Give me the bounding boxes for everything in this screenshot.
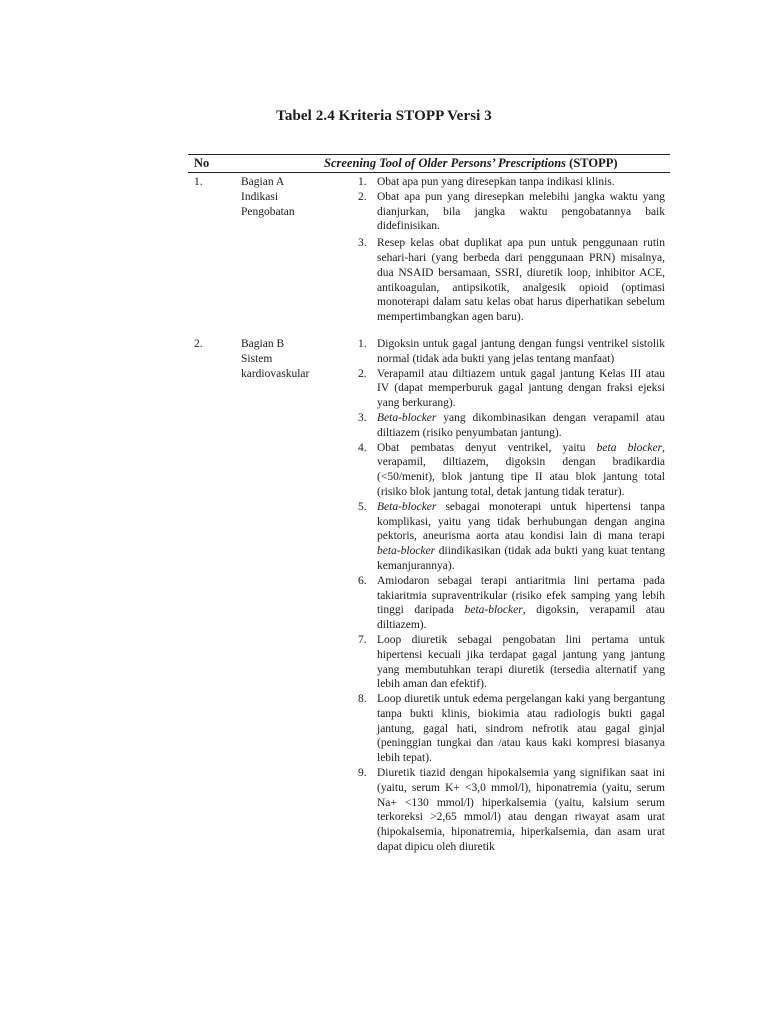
item-number: 3. <box>358 237 367 250</box>
item-text: Obat apa pun yang diresepkan melebihi jangka waktu yang dianjurkan, bila jangka waktu pengobatannya baik didefinisikan. <box>377 190 665 233</box>
item-text-italic: beta-blocker <box>464 604 523 617</box>
stopp-table <box>188 154 670 855</box>
item-text-part: yang dikombinasikan dengan verapamil atau diltiazem (risiko penyumbatan jantung). <box>377 411 665 439</box>
criteria-list <box>340 175 665 325</box>
item-text-italic: beta blocker <box>596 441 663 454</box>
item-text <box>377 575 665 631</box>
item-number: 3. <box>358 411 367 424</box>
table-row <box>188 337 670 855</box>
item-text: Verapamil atau diltiazem untuk gagal jantung Kelas III atau IV (dapat memperburuk gagal jantung dengan fraksi ejeksi yang berkurang). <box>377 367 665 410</box>
list-item <box>340 500 665 574</box>
header-description <box>324 156 618 171</box>
criteria-list <box>340 337 665 855</box>
item-text: Loop diuretik untuk edema pergelangan kaki yang bergantung tanpa bukti klinis, biokimia atau radiologis bukti gagal jantung, gagal hati, sindrom nefrotik atau gagal ginjal (peninggian tungkai dan /atau kaus kaki kompresi biasanya lebih tepat). <box>377 693 665 765</box>
item-text <box>377 442 665 498</box>
table-row <box>188 175 670 325</box>
item-number: 9. <box>358 767 367 780</box>
table-header <box>188 154 670 173</box>
list-item <box>340 190 665 234</box>
header-no: No <box>194 156 210 170</box>
list-item <box>340 367 665 411</box>
item-text: Obat apa pun yang diresepkan tanpa indikasi klinis. <box>377 176 615 188</box>
item-number: 5. <box>358 500 367 513</box>
item-text-italic: Beta-blocker <box>377 500 437 513</box>
row-number: 1. <box>194 176 203 188</box>
list-item <box>340 692 665 766</box>
item-text: Resep kelas obat duplikat apa pun untuk penggunaan rutin sehari-hari (yang berbeda dari penggunaan PRN) misalnya, dua NSAID bersamaan, SSRI, diuretik loop, inhibitor ACE, antikoagulan, antipsikotik, analgesik opioid (optimasi monoterapi dalam satu kelas obat harus diperhatikan sebelum mempertimbangkan agen baru). <box>377 237 665 324</box>
item-number: 7. <box>358 633 367 646</box>
list-item <box>340 633 665 692</box>
row-category <box>241 337 341 381</box>
item-number: 6. <box>358 574 367 587</box>
item-text-part: , verapamil, diltiazem, digoksin dengan bradikardia (<50/menit), blok jantung tipe II atau blok jantung total (risiko blok jantung total, detak jantung tidak teratur). <box>377 441 665 498</box>
item-text-part: , digoksin, verapamil atau diltiazem). <box>377 604 665 632</box>
list-item <box>340 574 665 633</box>
category-line: Bagian B <box>241 337 285 350</box>
item-number: 2. <box>358 190 367 203</box>
header-description-italic: Screening Tool of Older Persons’ Prescriptions <box>324 156 567 170</box>
list-item <box>340 441 665 500</box>
item-text: Digoksin untuk gagal jantung dengan fungsi ventrikel sistolik normal (tidak ada bukti yang jelas tentang manfaat) <box>377 337 665 365</box>
category-line: Indikasi <box>241 190 279 203</box>
list-item <box>340 175 665 190</box>
list-item <box>340 411 665 441</box>
item-text <box>377 412 665 439</box>
list-item <box>340 766 665 855</box>
item-number: 8. <box>358 693 367 706</box>
item-text-part: sebagai monoterapi untuk hipertensi tanpa komplikasi, yaitu yang tidak berhubungan dengan angina pektoris, aneurisma aorta atau kondisi lain di mana terapi <box>377 500 665 543</box>
row-number: 2. <box>194 337 203 350</box>
category-line: Bagian A <box>241 176 285 188</box>
item-text-italic: Beta-blocker <box>377 411 437 424</box>
list-item <box>340 236 665 325</box>
category-line: Sistem <box>241 352 273 365</box>
item-number: 2. <box>358 367 367 380</box>
list-item <box>340 337 665 367</box>
item-text-part: diindikasikan (tidak ada bukti yang kuat tentang kemanjurannya). <box>377 545 665 572</box>
item-text <box>377 501 665 572</box>
header-description-tail: (STOPP) <box>566 156 618 170</box>
item-number: 4. <box>358 441 367 454</box>
item-text-part: Obat pembatas denyut ventrikel, yaitu <box>377 441 597 454</box>
item-number: 1. <box>358 176 367 188</box>
item-text-part: Amiodaron sebagai terapi antiaritmia lini pertama pada takiaritmia supraventrikular (risiko efek samping yang lebih tinggi daripada <box>377 574 665 617</box>
item-number: 1. <box>358 337 367 350</box>
category-line: kardiovaskular <box>241 367 310 380</box>
item-text: Loop diuretik sebagai pengobatan lini pertama untuk hipertensi kecuali jika terdapat gagal jantung yang jantung yang membutuhkan terapi diuretik (tersedia alternatif yang lebih aman dan efektif). <box>377 633 665 691</box>
table-title: Tabel 2.4 Kriteria STOPP Versi 3 <box>276 108 492 124</box>
row-category <box>241 175 341 219</box>
item-text: Diuretik tiazid dengan hipokalsemia yang signifikan saat ini (yaitu, serum K+ <3,0 mmol/l), hiponatremia (yaitu, serum Na+ <130 mmol/l) hiperkalsemia (yaitu, kalsium serum terkoreksi >2,65 mmol/l) atau dengan riwayat asam urat (hipokalsemia, hiponatremia, hiperkalsemia, dan asam urat dapat dipicu oleh diuretik <box>377 767 665 854</box>
category-line: Pengobatan <box>241 205 295 218</box>
item-text-italic: beta-blocker <box>377 545 436 558</box>
